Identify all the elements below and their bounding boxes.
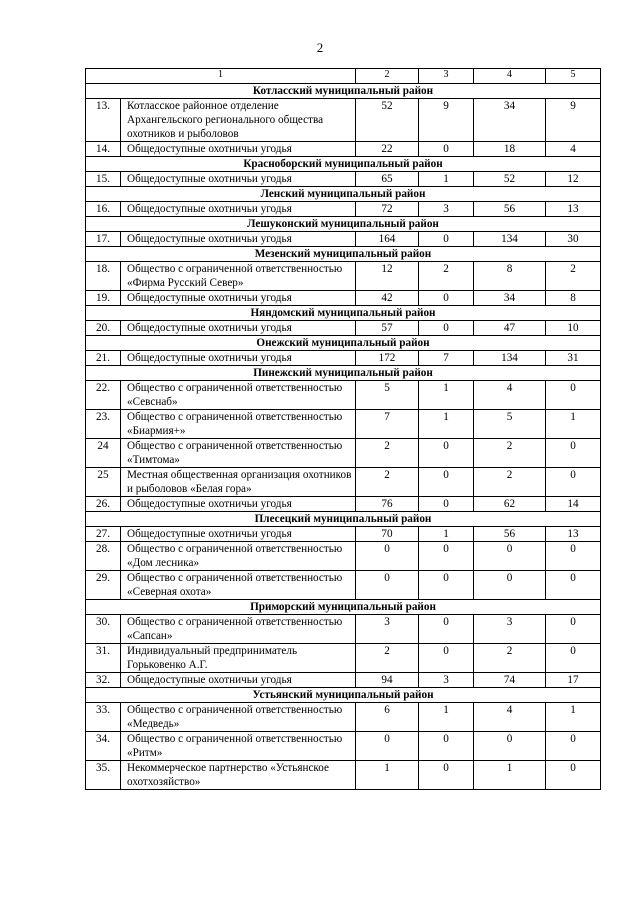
table-row (86, 644, 601, 673)
row-value-col5: 0 (546, 571, 601, 600)
row-value-col4: 1 (474, 761, 546, 790)
section-header-row (86, 688, 601, 703)
row-number: 29. (86, 571, 121, 600)
section-title: Ленский муниципальный район (86, 187, 601, 202)
row-number: 19. (86, 291, 121, 306)
row-value-col2: 7 (356, 410, 419, 439)
row-value-col5: 0 (546, 381, 601, 410)
row-value-col5: 0 (546, 732, 601, 761)
section-header-row (86, 187, 601, 202)
row-name: Общество с ограниченной ответственностью «Биармия+» (121, 410, 356, 439)
row-name: Местная общественная организация охотников и рыболовов «Белая гора» (121, 468, 356, 497)
row-value-col2: 164 (356, 232, 419, 247)
row-value-col3: 1 (419, 527, 474, 542)
row-value-col3: 0 (419, 644, 474, 673)
table-row (86, 321, 601, 336)
row-name: Общедоступные охотничьи угодья (121, 351, 356, 366)
row-value-col3: 0 (419, 142, 474, 157)
section-title: Плесецкий муниципальный район (86, 512, 601, 527)
row-value-col4: 3 (474, 615, 546, 644)
row-value-col4: 56 (474, 202, 546, 217)
row-value-col4: 56 (474, 527, 546, 542)
row-number: 33. (86, 703, 121, 732)
row-value-col3: 3 (419, 673, 474, 688)
row-value-col2: 6 (356, 703, 419, 732)
row-value-col2: 70 (356, 527, 419, 542)
row-value-col4: 8 (474, 262, 546, 291)
table-row (86, 673, 601, 688)
row-value-col2: 94 (356, 673, 419, 688)
row-value-col3: 0 (419, 439, 474, 468)
row-value-col5: 0 (546, 542, 601, 571)
row-value-col3: 0 (419, 497, 474, 512)
row-value-col5: 0 (546, 468, 601, 497)
row-name: Общедоступные охотничьи угодья (121, 497, 356, 512)
table-body (86, 69, 601, 790)
row-name: Общедоступные охотничьи угодья (121, 172, 356, 187)
row-value-col3: 9 (419, 99, 474, 142)
table-row (86, 497, 601, 512)
section-title: Устьянский муниципальный район (86, 688, 601, 703)
column-header-5: 5 (546, 69, 601, 84)
table-row (86, 351, 601, 366)
row-value-col2: 76 (356, 497, 419, 512)
row-value-col5: 30 (546, 232, 601, 247)
row-value-col4: 2 (474, 468, 546, 497)
row-value-col3: 1 (419, 381, 474, 410)
row-name: Котласское районное отделение Архангельского регионального общества охотников и рыболовов (121, 99, 356, 142)
table-row (86, 410, 601, 439)
table-row (86, 732, 601, 761)
row-value-col4: 0 (474, 542, 546, 571)
row-value-col5: 31 (546, 351, 601, 366)
row-value-col4: 4 (474, 381, 546, 410)
row-value-col4: 0 (474, 732, 546, 761)
section-header-row (86, 157, 601, 172)
row-number: 35. (86, 761, 121, 790)
section-header-row (86, 600, 601, 615)
row-name: Общество с ограниченной ответственностью «Северная охота» (121, 571, 356, 600)
row-value-col5: 14 (546, 497, 601, 512)
row-name: Общедоступные охотничьи угодья (121, 142, 356, 157)
row-value-col5: 2 (546, 262, 601, 291)
row-number: 23. (86, 410, 121, 439)
row-value-col4: 62 (474, 497, 546, 512)
section-title: Няндомский муниципальный район (86, 306, 601, 321)
row-name: Общество с ограниченной ответственностью «Дом лесника» (121, 542, 356, 571)
table-row (86, 703, 601, 732)
row-value-col4: 0 (474, 571, 546, 600)
column-number-header (86, 69, 601, 84)
row-number: 27. (86, 527, 121, 542)
row-value-col3: 2 (419, 262, 474, 291)
row-value-col2: 2 (356, 468, 419, 497)
row-value-col2: 0 (356, 571, 419, 600)
row-number: 26. (86, 497, 121, 512)
row-value-col2: 72 (356, 202, 419, 217)
row-value-col2: 1 (356, 761, 419, 790)
row-value-col3: 7 (419, 351, 474, 366)
row-number: 18. (86, 262, 121, 291)
column-header-4: 4 (474, 69, 546, 84)
row-value-col5: 1 (546, 703, 601, 732)
row-value-col5: 0 (546, 615, 601, 644)
table-row (86, 262, 601, 291)
table-row (86, 202, 601, 217)
row-name: Индивидуальный предприниматель Горьковенко А.Г. (121, 644, 356, 673)
row-value-col3: 0 (419, 571, 474, 600)
row-value-col3: 1 (419, 410, 474, 439)
row-value-col2: 0 (356, 542, 419, 571)
row-value-col4: 52 (474, 172, 546, 187)
section-title: Приморский муниципальный район (86, 600, 601, 615)
column-header-3: 3 (419, 69, 474, 84)
row-value-col2: 42 (356, 291, 419, 306)
row-number: 25 (86, 468, 121, 497)
table-row (86, 232, 601, 247)
section-header-row (86, 336, 601, 351)
row-number: 32. (86, 673, 121, 688)
row-number: 34. (86, 732, 121, 761)
table-row (86, 761, 601, 790)
row-value-col5: 0 (546, 761, 601, 790)
table-row (86, 172, 601, 187)
row-value-col2: 3 (356, 615, 419, 644)
row-number: 28. (86, 542, 121, 571)
row-value-col3: 0 (419, 232, 474, 247)
row-name: Общедоступные охотничьи угодья (121, 202, 356, 217)
row-name: Общество с ограниченной ответственностью «Сапсан» (121, 615, 356, 644)
row-number: 15. (86, 172, 121, 187)
row-name: Общедоступные охотничьи угодья (121, 291, 356, 306)
row-value-col4: 18 (474, 142, 546, 157)
column-header-2: 2 (356, 69, 419, 84)
row-name: Общедоступные охотничьи угодья (121, 321, 356, 336)
row-value-col3: 0 (419, 291, 474, 306)
row-value-col5: 0 (546, 644, 601, 673)
section-header-row (86, 366, 601, 381)
row-value-col3: 0 (419, 542, 474, 571)
row-number: 24 (86, 439, 121, 468)
row-value-col3: 0 (419, 321, 474, 336)
row-value-col2: 52 (356, 99, 419, 142)
table-row (86, 99, 601, 142)
row-value-col3: 3 (419, 202, 474, 217)
hunting-grounds-table (85, 68, 601, 790)
section-title: Лешуконский муниципальный район (86, 217, 601, 232)
row-number: 30. (86, 615, 121, 644)
row-name: Общество с ограниченной ответственностью «Тимтома» (121, 439, 356, 468)
table-row (86, 439, 601, 468)
table-row (86, 381, 601, 410)
row-value-col5: 0 (546, 439, 601, 468)
section-header-row (86, 247, 601, 262)
row-value-col4: 2 (474, 439, 546, 468)
row-value-col2: 2 (356, 644, 419, 673)
section-title: Котласский муниципальный район (86, 84, 601, 99)
table-row (86, 527, 601, 542)
row-name: Общество с ограниченной ответственностью «Медведь» (121, 703, 356, 732)
section-title: Пинежский муниципальный район (86, 366, 601, 381)
row-value-col5: 9 (546, 99, 601, 142)
section-header-row (86, 512, 601, 527)
row-value-col2: 2 (356, 439, 419, 468)
row-value-col2: 172 (356, 351, 419, 366)
row-value-col4: 74 (474, 673, 546, 688)
row-number: 21. (86, 351, 121, 366)
table-row (86, 615, 601, 644)
row-value-col5: 13 (546, 202, 601, 217)
row-number: 22. (86, 381, 121, 410)
row-name: Общество с ограниченной ответственностью «Севснаб» (121, 381, 356, 410)
row-value-col2: 5 (356, 381, 419, 410)
table-row (86, 542, 601, 571)
section-header-row (86, 217, 601, 232)
row-name: Общество с ограниченной ответственностью «Фирма Русский Север» (121, 262, 356, 291)
row-value-col4: 4 (474, 703, 546, 732)
row-name: Общедоступные охотничьи угодья (121, 673, 356, 688)
row-name: Общество с ограниченной ответственностью «Ритм» (121, 732, 356, 761)
row-number: 17. (86, 232, 121, 247)
row-name: Общедоступные охотничьи угодья (121, 232, 356, 247)
row-number: 31. (86, 644, 121, 673)
row-value-col5: 1 (546, 410, 601, 439)
row-value-col4: 47 (474, 321, 546, 336)
row-value-col5: 12 (546, 172, 601, 187)
row-value-col3: 0 (419, 732, 474, 761)
row-value-col2: 0 (356, 732, 419, 761)
row-value-col4: 5 (474, 410, 546, 439)
row-value-col3: 1 (419, 703, 474, 732)
table-row (86, 142, 601, 157)
row-value-col3: 1 (419, 172, 474, 187)
row-number: 13. (86, 99, 121, 142)
page-number: 2 (316, 40, 324, 55)
row-value-col4: 2 (474, 644, 546, 673)
row-number: 16. (86, 202, 121, 217)
row-value-col5: 17 (546, 673, 601, 688)
row-value-col2: 65 (356, 172, 419, 187)
row-value-col2: 57 (356, 321, 419, 336)
row-number: 20. (86, 321, 121, 336)
row-value-col3: 0 (419, 615, 474, 644)
row-name: Общедоступные охотничьи угодья (121, 527, 356, 542)
table-row (86, 571, 601, 600)
section-title: Красноборский муниципальный район (86, 157, 601, 172)
section-header-row (86, 306, 601, 321)
table-row (86, 291, 601, 306)
row-value-col5: 8 (546, 291, 601, 306)
row-value-col4: 134 (474, 351, 546, 366)
section-header-row (86, 84, 601, 99)
section-title: Мезенский муниципальный район (86, 247, 601, 262)
column-header-1: 1 (86, 69, 356, 84)
row-value-col4: 34 (474, 99, 546, 142)
row-name: Некоммерческое партнерство «Устьянское охотхозяйство» (121, 761, 356, 790)
row-value-col3: 0 (419, 761, 474, 790)
row-value-col4: 34 (474, 291, 546, 306)
row-value-col5: 13 (546, 527, 601, 542)
section-title: Онежский муниципальный район (86, 336, 601, 351)
row-value-col3: 0 (419, 468, 474, 497)
row-value-col2: 22 (356, 142, 419, 157)
table-row (86, 468, 601, 497)
row-value-col2: 12 (356, 262, 419, 291)
row-value-col5: 10 (546, 321, 601, 336)
row-value-col4: 134 (474, 232, 546, 247)
row-number: 14. (86, 142, 121, 157)
row-value-col5: 4 (546, 142, 601, 157)
